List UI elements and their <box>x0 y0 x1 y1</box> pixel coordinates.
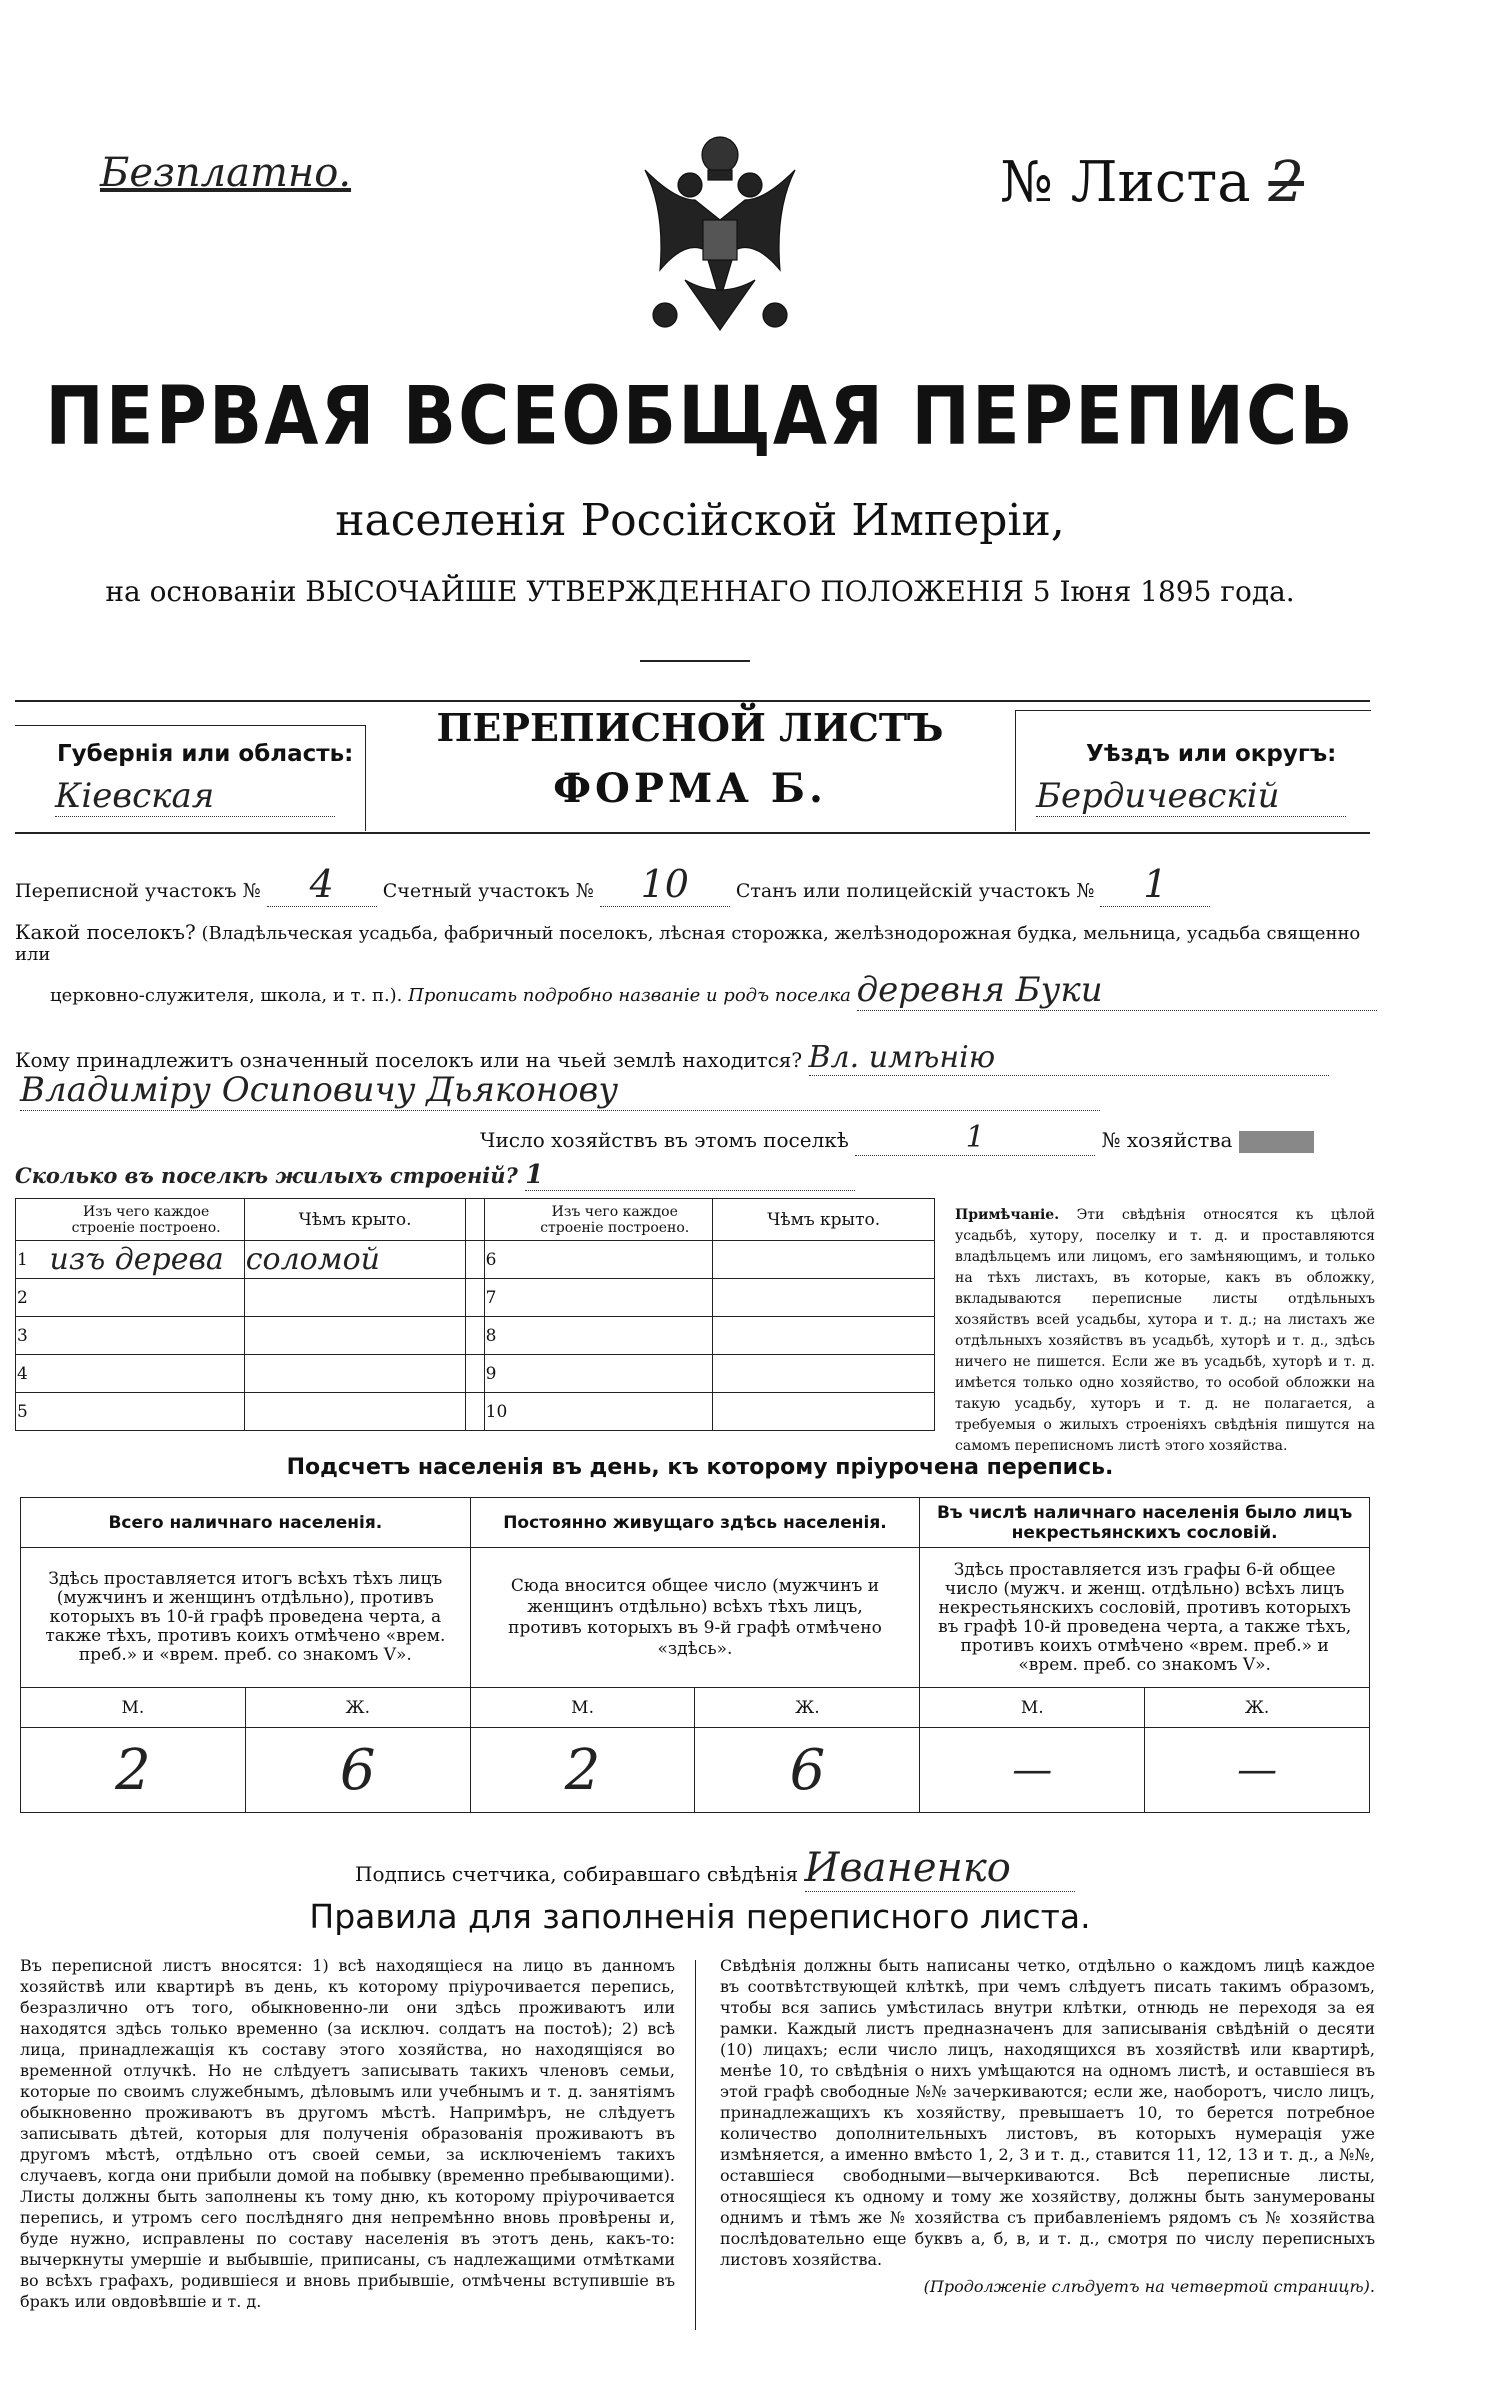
settlement-line-2 <box>50 970 1380 1011</box>
row-material <box>49 1279 245 1317</box>
divider <box>640 660 750 662</box>
row-material <box>517 1241 713 1279</box>
document-basis: на основаніи ВЫСОЧАЙШЕ УТВЕРЖДЕННАГО ПОЛОЖЕНІЯ 5 Іюня 1895 года. <box>105 575 1295 608</box>
row-roof <box>713 1241 935 1279</box>
row-material <box>517 1393 713 1431</box>
col-total-present-text: Здѣсь проставляется итогъ всѣхъ тѣхъ лицъ (мужчинъ и женщинъ отдѣльно), противъ которыхъ въ 10-й графѣ проведена черта, а также тѣхъ, противъ коихъ отмѣчено «врем. преб.» и «врем. преб. со знакомъ V». <box>21 1548 471 1688</box>
row-roof <box>713 1317 935 1355</box>
col-roof-right: Чѣмъ крыто. <box>713 1199 935 1241</box>
settlement-hint: (Владѣльческая усадьба, фабричный поселокъ, лѣсная сторожка, желѣзнодорожная будка, мельница, усадьба священно или <box>15 923 1361 965</box>
households-label: Число хозяйствъ въ этомъ поселкѣ <box>480 1128 849 1152</box>
col-female: Ж. <box>245 1688 470 1728</box>
buildings-value: 1 <box>525 1160 855 1191</box>
rules-continued: (Продолженіе слѣдуетъ на четвертой страницѣ). <box>923 2277 1375 2296</box>
permanent-female-value: 6 <box>695 1728 920 1813</box>
guberniya-label: Губернія или область: <box>57 741 354 767</box>
uezd-box <box>1015 710 1371 831</box>
note-text: Эти свѣдѣнія относятся къ цѣлой усадьбѣ, хутору, поселку и т. д. и проставляются владѣльцемъ или лицомъ, его замѣняющимъ, и только на тѣхъ листахъ, въ которые, какъ въ обложку, вкладываются переписные листы отдѣльныхъ хозяйствъ всей усадьбы, хутора и т. д.; на листахъ же отдѣльныхъ хозяйствъ въ усадьбѣ, хуторѣ и т. д., здѣсь ничего не пишется. Если же въ усадьбѣ, хуторѣ и т. д. имѣется только одно хозяйство, то особой обложки на такую усадьбу, хуторъ и т. д. не полагается, а требуемыя о жилыхъ строеніяхъ свѣдѣнія пишутся на самомъ переписномъ листѣ этого хозяйства. <box>955 1207 1375 1454</box>
row-number: 5 <box>16 1393 49 1431</box>
total-female-value: 6 <box>245 1728 470 1813</box>
col-total-present: Всего наличнаго населенія. <box>21 1498 471 1548</box>
col-female: Ж. <box>695 1688 920 1728</box>
rules-left-column: Въ переписной листъ вносятся: 1) всѣ находящіеся на лицо въ данномъ хозяйствѣ или квартирѣ въ день, къ которому пріурочивается перепись, безразлично отъ того, обыкновенно-ли они здѣсь проживаютъ или находятся здѣсь только временно (за исключ. солдатъ на постоѣ); 2) всѣ лица, принадлежащія къ составу этого хозяйства, но находящіяся во временной отлучкѣ. Но не слѣдуетъ записывать такихъ членовъ семьи, которые по своимъ служебнымъ, дѣловымъ или учебнымъ и т. д. занятіямъ обыкновенно проживаютъ въ другомъ мѣстѣ. Напримѣръ, не слѣдуетъ записывать дѣтей, которыя для полученія образованія проживаютъ въ другомъ мѣстѣ, отдѣльно отъ своей семьи, за исключеніемъ такихъ случаевъ, когда они прибыли домой на побывку (временно пребывающими). Листы должны быть заполнены къ тому дню, къ которому пріурочивается перепись, и утромъ сего послѣдняго дня непремѣнно вновь провѣрены и, буде нужно, исправлены по составу населенія въ этотъ день, какъ-то: вычеркнуты умершіе и выбывшіе, приписаны, съ надлежащими отмѣтками во всѣхъ графахъ, родившіеся и вновь прибывшіе, отмѣчены вступившіе въ бракъ или овдовѣвшіе и т. д. <box>20 1956 675 2311</box>
row-roof <box>244 1393 466 1431</box>
owner-value-2: Владиміру Осиповичу Дьяконову <box>20 1070 1100 1111</box>
uezd-value: Бердичевскій <box>1036 776 1346 817</box>
col-material-left: Изъ чего каждое строеніе построено. <box>49 1199 245 1241</box>
household-number-value <box>1239 1131 1314 1153</box>
table-row <box>16 1241 935 1279</box>
settlement-value: деревня Буки <box>857 970 1377 1011</box>
row-material <box>517 1279 713 1317</box>
census-label: Переписной участокъ № <box>15 880 261 902</box>
gap-cell <box>466 1355 484 1393</box>
row-number: 9 <box>484 1355 517 1393</box>
row-roof <box>713 1355 935 1393</box>
gap-cell <box>466 1317 484 1355</box>
owner-label: Кому принадлежитъ означенный поселокъ или на чьей землѣ находится? <box>15 1048 803 1072</box>
col-permanent-text: Сюда вносится общее число (мужчинъ и женщинъ отдѣльно) всѣхъ тѣхъ лицъ, противъ которыхъ въ 9-й графѣ отмѣчено «здѣсь». <box>470 1548 920 1688</box>
settlement-label: Какой поселокъ? <box>15 920 196 944</box>
col-male: М. <box>470 1688 695 1728</box>
total-male-value: 2 <box>21 1728 246 1813</box>
row-material <box>49 1355 245 1393</box>
free-label: Безплатно. <box>100 150 352 196</box>
note <box>955 1205 1375 1457</box>
col-male: М. <box>920 1688 1145 1728</box>
uezd-label: Уѣздъ или округъ: <box>1086 741 1337 767</box>
column-divider <box>695 1960 696 2330</box>
row-number: 6 <box>484 1241 517 1279</box>
col-female: Ж. <box>1145 1688 1370 1728</box>
rules-title: Правила для заполненія переписного листа. <box>309 1897 1091 1936</box>
row-number: 3 <box>16 1317 49 1355</box>
stan-value: 1 <box>1100 862 1210 907</box>
households-line <box>480 1120 1360 1156</box>
row-number: 4 <box>16 1355 49 1393</box>
stan-label: Станъ или полицейскій участокъ № <box>735 880 1095 902</box>
row-number: 2 <box>16 1279 49 1317</box>
row-number: 1 <box>16 1241 49 1279</box>
gap-cell <box>466 1241 484 1279</box>
non-peasant-male-value: — <box>920 1728 1145 1813</box>
col-non-peasant: Въ числѣ наличнаго населенія было лицъ некрестьянскихъ сословій. <box>920 1498 1370 1548</box>
row-material <box>517 1317 713 1355</box>
form-title: ПЕРЕПИСНОЙ ЛИСТЪ <box>436 705 944 750</box>
row-roof <box>713 1279 935 1317</box>
col-gap <box>466 1199 484 1241</box>
gap-cell <box>466 1279 484 1317</box>
buildings-table <box>15 1198 935 1431</box>
col-roof-left: Чѣмъ крыто. <box>244 1199 466 1241</box>
row-material: изъ дерева <box>49 1241 245 1279</box>
col-non-peasant-text: Здѣсь проставляется изъ графы 6-й общее число (мужч. и женщ. отдѣльно) всѣхъ лицъ некрестьянскихъ сословій, противъ которыхъ въ графѣ 10-й проведена черта, а также тѣхъ, противъ коихъ отмѣчено «врем. преб.» и «врем. преб. со знакомъ V». <box>920 1548 1370 1688</box>
document-title: ПЕРВАЯ ВСЕОБЩАЯ ПЕРЕПИСЬ <box>45 368 1355 464</box>
rules-right-text: Свѣдѣнія должны быть написаны четко, отдѣльно о каждомъ лицѣ каждое въ соотвѣтствующей клѣткѣ, при чемъ слѣдуетъ писать такимъ образомъ, чтобы вся запись умѣстилась внутри клѣтки, отнюдь не переходя за ея рамки. Каждый листъ предназначенъ для записыванія свѣдѣній о десяти (10) лицахъ; если число лицъ, находящихся въ хозяйствѣ или квартирѣ, менѣе 10, то свѣдѣнія о нихъ умѣщаются на одномъ листѣ, и оставшіеся въ этой графѣ свободные №№ зачеркиваются; если же, наоборотъ, число лицъ, принадлежащихъ къ хозяйству, превышаетъ 10, то берется потребное количество дополнительныхъ листовъ, въ которыхъ нумерація уже измѣняется, а именно вмѣсто 1, 2, 3 и т. д., ставится 11, 12, 13 и т. д., а №№, оставшіеся свободными—вычеркиваются. Всѣ переписные листы, относящіеся къ одному и тому же хозяйству, должны быть занумерованы однимъ и тѣмъ же № хозяйства съ прибавленіемъ рядомъ съ № хозяйства послѣдовательно еще буквъ а, б, в, и т. д., смотря по числу переписныхъ листовъ хозяйства. <box>720 1956 1375 2269</box>
count-label: Счетный участокъ № <box>382 880 594 902</box>
rules-right-column <box>720 1955 1375 2297</box>
col-n <box>16 1199 49 1241</box>
guberniya-box <box>15 725 366 831</box>
document-subtitle: населенія Россійской Имперіи, <box>335 495 1065 546</box>
form-name: ФОРМА Б. <box>553 765 827 812</box>
district-line <box>15 862 1375 907</box>
row-roof <box>244 1355 466 1393</box>
col-permanent: Постоянно живущаго здѣсь населенія. <box>470 1498 920 1548</box>
population-table <box>20 1497 1370 1813</box>
col-male: М. <box>21 1688 246 1728</box>
count-value: 10 <box>600 862 730 907</box>
settlement-line <box>15 920 1375 965</box>
row-roof <box>713 1393 935 1431</box>
settlement-hint-italic: Прописать подробно названіе и родъ поселка <box>408 985 851 1006</box>
non-peasant-female-value: — <box>1145 1728 1370 1813</box>
owner-value-1: Вл. имѣнію <box>809 1040 1329 1076</box>
permanent-male-value: 2 <box>470 1728 695 1813</box>
census-value: 4 <box>267 862 377 907</box>
table-row <box>16 1317 935 1355</box>
row-material <box>49 1393 245 1431</box>
household-number-label: № хозяйства <box>1101 1128 1233 1152</box>
table-row <box>16 1355 935 1393</box>
signature-line <box>355 1845 1075 1892</box>
row-number: 10 <box>484 1393 517 1431</box>
settlement-hint-2: церковно-служителя, школа, и т. п.). <box>50 985 403 1006</box>
sheet-number-value: 2 <box>1268 150 1305 215</box>
note-label: Примѣчаніе. <box>955 1207 1060 1223</box>
row-roof <box>244 1317 466 1355</box>
table-row <box>16 1279 935 1317</box>
signature-label: Подпись счетчика, собиравшаго свѣдѣнія <box>355 1862 799 1886</box>
double-eagle-emblem-icon <box>625 130 815 345</box>
guberniya-value: Кіевская <box>55 776 335 817</box>
gap-cell <box>466 1393 484 1431</box>
buildings-line <box>15 1160 855 1191</box>
signature-value: Иваненко <box>805 1845 1075 1892</box>
sheet-number-label: № Листа 2 <box>1000 150 1305 215</box>
count-title: Подсчетъ населенія въ день, къ которому пріурочена перепись. <box>286 1455 1114 1480</box>
row-material <box>49 1317 245 1355</box>
col-material-right: Изъ чего каждое строеніе построено. <box>517 1199 713 1241</box>
row-roof: соломой <box>244 1241 466 1279</box>
table-row <box>16 1393 935 1431</box>
buildings-label: Сколько въ поселкѣ жилыхъ строеній? <box>15 1163 518 1188</box>
row-number: 8 <box>484 1317 517 1355</box>
col-n-right <box>484 1199 517 1241</box>
households-value: 1 <box>855 1120 1095 1156</box>
row-roof <box>244 1279 466 1317</box>
row-number: 7 <box>484 1279 517 1317</box>
row-material <box>517 1355 713 1393</box>
